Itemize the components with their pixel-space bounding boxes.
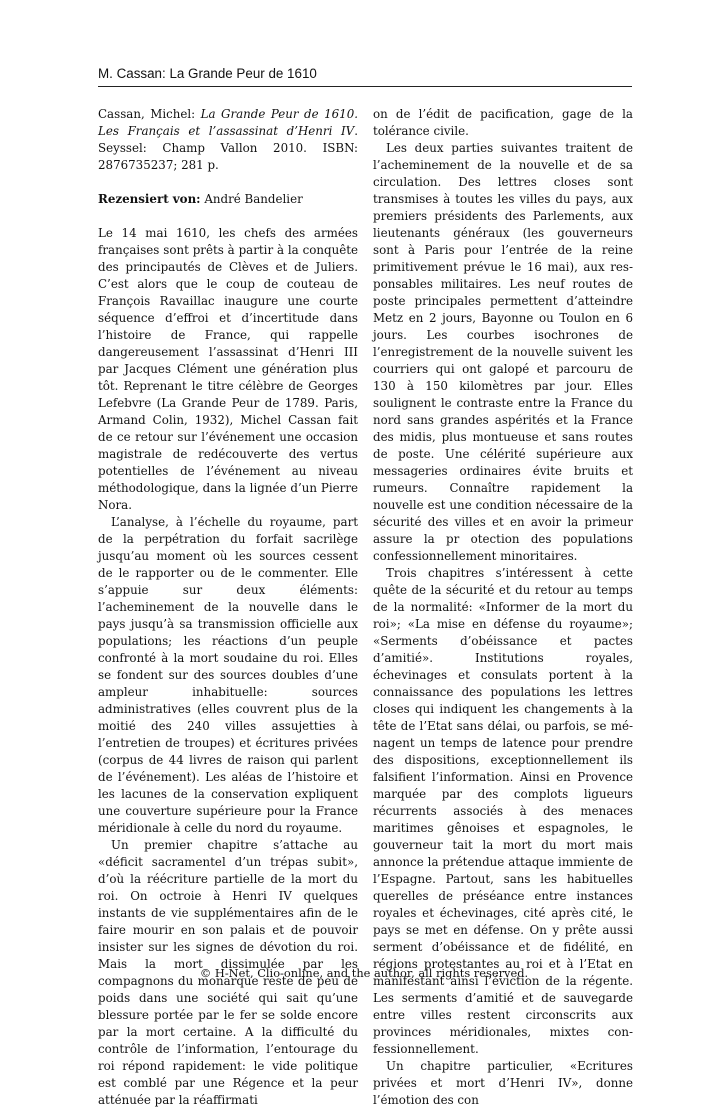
- body-paragraph: Un chapitre particulier, «Ecritures privées et mort d’Henri IV», donne l’émotion des con: [373, 1059, 633, 1107]
- bibliography-entry: [98, 106, 358, 174]
- running-title: M. Cassan: La Grande Peur de 1610: [98, 66, 317, 81]
- book-author: Cassan, Michel:: [98, 107, 201, 121]
- body-paragraph: Un premier chapitre s’attache au «déficit sacramentel d’un trépas subit», d’où la réécriture partielle de la mort du roi. On octroie à Henri IV quelques instants de vie supplémentaires afin de le faire mourir en son palais et de pouvoir insister sur les signes de dévotion du roi. Mais la mort dissimulée par les compagnons du monarque reste de peu de poids dans une société qui sait qu’une blessure portée par le fer se solde encore par la mort certaine. A la difficulté du contrôle de l’information, l’entourage du roi répond rapidement: le vide politique est comblé par une Régence et la peur atténuée par la réaffirmati: [98, 838, 358, 1107]
- body-paragraph: Les deux parties suivantes traitent de l’acheminement de la nouvelle et de sa circulation. Des lettres closes sont transmises à toutes les villes du pays, aux premiers présidents des Parlements, aux lieutenants généraux (les gouverneurs sont à Paris pour l’entrée de la reine primitivement prévue le 16 mai), aux responsables militaires. Les neuf routes de poste principales permettent d’atteindre Metz en 2 jours, Bayonne ou Toulon en 6 jours. Les courbes isochrones de l’enregistrement de la nouvelle suivent les courriers qui ont galopé et parcouru de 130 à 150 kilomètres par jour. Elles soulignent le contraste entre la France du nord sans grandes aspérités et la France des midis, plus montueuse et sans routes de poste. Une célérité supérieure aux messageries ordinaires évite bruits et rumeurs. Connaître rapidement la nouvelle est une condition nécessaire de la sécurité des villes et en avoir la primeur assure la pr otection des populations confessionnellement minoritaires.: [373, 141, 633, 563]
- left-column: [98, 106, 358, 1109]
- book-title: La Grande Peur de 1610. Les Français et l’assassinat d’Henri IV: [98, 107, 358, 138]
- copyright-footer: © H-Net, Clio-online, and the author, all rights reserved.: [199, 966, 529, 980]
- body-paragraph: L’analyse, à l’échelle du royaume, part de la perpétration du forfait sacrilège jusqu’au moment où les sources cessent de le rapporter ou de le commenter. Elle s’appuie sur deux éléments: l’acheminement de la nouvelle dans le pays jusqu’à sa transmission officielle aux populations; les réactions d’un peuple confronté à la mort soudaine du roi. Elles se fondent sur des sources doubles d’une ampleur inhabituelle: sources administratives (elles couvrent plus de la moitié des 240 villes assujetties à l’entretien de troupes) et écritures privées (corpus de 44 livres de raison qui parlent de l’événement). Les aléas de l’histoire et les lacunes de la conservation expliquent une couverture supérieure pour la France méridionale à celle du nord du royaume.: [98, 515, 358, 835]
- body-paragraph: Trois chapitres s’intéressent à cette quête de la sécurité et du retour au temps de la normalité: «Informer de la mort du roi»; «La mise en défense du royaume»; «Serments d’obéissance et pactes d’amitié». Institutions royales, échevinages et consulats portent à la connaissance des populations les lettres closes qui indiquent les changements à la tête de l’Etat sans délai, ou parfois, se ménagent un temps de latence pour prendre des dispositions, exceptionnellement ils falsifient l’information. Ainsi en Provence marquée par des complots ligueurs récurrents associés à des menaces maritimes gênoises et espagnoles, le gouverneur tait la mort du mort mais annonce la prétendue attaque immiente de l’Espagne. Partout, sans les habituelles querelles de préséance entre instances royales et échevinages, cité après cité, le pays se met en défense. On y prête aussi serment d’obéissance et de fidélité, en régions protestantes au roi et à l’Etat en manifestant ainsi l’éviction de la régente. Les serments d’amitié et de sauvegarde entre villes restent circonscrits aux provinces méridionales, mixtes confessionnellement.: [373, 566, 633, 1056]
- header-rule: [98, 86, 632, 87]
- body-paragraph: Le 14 mai 1610, les chefs des armées françaises sont prêts à partir à la conquête des principautés de Clèves et de Juliers. C’est alors que le coup de couteau de François Ravaillac inaugure une courte séquence d’effroi et d’incertitude dans l’histoire de France, qui rappelle dangereusement l’assassinat d’Henri III par Jacques Clément une génération plus tôt. Reprenant le titre célèbre de Georges Lefebvre (La Grande Peur de 1789. Paris, Armand Colin, 1932), Michel Cassan fait de ce retour sur l’événement une occasion magistrale de redécouverte des vertus potentielles de l’événement au niveau méthodologique, dans la lignée d’un Pierre Nora.: [98, 226, 358, 512]
- reviewer-name: André Bandelier: [200, 192, 303, 206]
- right-column: [373, 106, 633, 1109]
- book-details: . Seyssel: Champ Vallon 2010. ISBN: 2876735237; 281 p.: [98, 124, 358, 172]
- reviewer-label: Rezensiert von:: [98, 192, 201, 206]
- reviewer-line: [98, 191, 358, 208]
- body-paragraph: on de l’édit de pacification, gage de la tolérance civile.: [373, 107, 633, 138]
